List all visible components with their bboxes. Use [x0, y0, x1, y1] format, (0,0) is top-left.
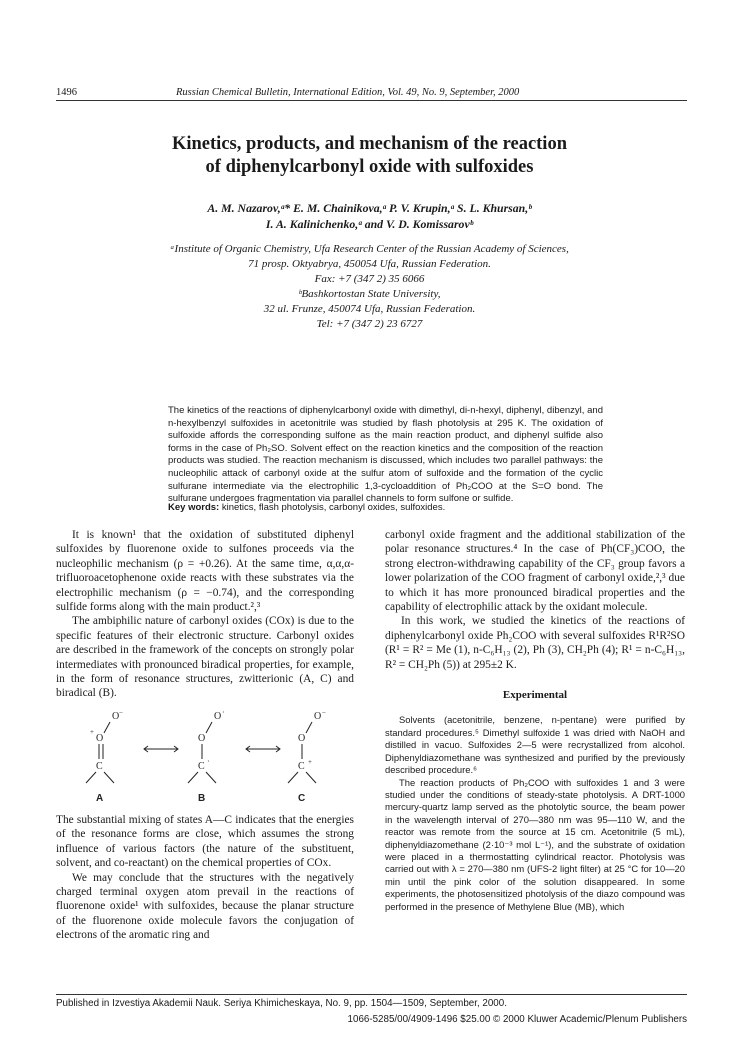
affiliation-line: ᵃInstitute of Organic Chemistry, Ufa Research Center of the Russian Academy of Sciences,: [170, 243, 569, 255]
title-line-1: Kinetics, products, and mechanism of the reaction: [171, 134, 567, 154]
svg-text:C: C: [96, 760, 103, 772]
right-column: [385, 528, 685, 913]
affiliation-line: ᵇBashkortostan State University,: [298, 288, 441, 300]
abstract: The kinetics of the reactions of diphenylcarbonyl oxide with dimethyl, di-n-hexyl, diphenyl, dibenzyl, and n-hexylbenzyl sulfoxides in acetonitrile was studied by flash photolysis at 295 K. The oxidation of sulfoxide affords the corresponding sulfone as the main reaction product, and diphenyl sulfide also forms in the case of Ph₂SO. Solvent effect on the reaction kinetics and the composition of the reaction products was studied. The reaction mechanism is discussed, which includes two parallel pathways: the nucleophilic attack of carbonyl oxide at the sulfur atom of sulfoxide and the formation of the cyclic sulfurane intermediate via the electrophilic 1,3-cycloaddition of Ph₂COO at the S=O bond. The sulfurane undergoes fragmentation via parallel channels to form sulfone or sulfide.: [168, 405, 603, 505]
structure-label-a: A: [96, 792, 104, 804]
affiliation-line: Tel: +7 (347 2) 23 6727: [316, 318, 423, 330]
authors: [70, 200, 669, 232]
svg-text:O: O: [198, 732, 206, 744]
authors-line-2: I. A. Kalinichenko,ᵃ and V. D. Komissarovᵇ: [265, 217, 474, 231]
svg-text:−: −: [322, 708, 326, 717]
paragraph: The substantial mixing of states A—C indicates that the energies of the resonance forms are close, which assumes the strong influence of various factors (the nature of the substituent, solvent, and co-reactant) on the chemical properties of COx.: [56, 813, 354, 870]
paragraph: carbonyl oxide fragment and the additional stabilization of the polar resonance structures.⁴ In the case of Ph(CF₃)COO, the strong electron-withdrawing capability of the CF₃ group favors a lower polarization of the COO fragment of carbonyl oxide,²,³ due to which it has more pronounced biradical properties and the capability of electrophilic attack by the oxidant molecule.: [385, 529, 685, 614]
authors-line-1: A. M. Nazarov,ᵃ* E. M. Chainikova,ᵃ P. V. Krupin,ᵃ S. L. Khursan,ᵇ: [207, 201, 532, 215]
footer-divider: [56, 994, 687, 995]
affiliations: [70, 242, 669, 332]
experimental-text: [385, 714, 685, 913]
structure-a: [86, 709, 123, 783]
svg-text:C: C: [198, 760, 205, 772]
svg-text:+: +: [308, 757, 312, 766]
title-line-2: of diphenylcarbonyl oxide with sulfoxides: [205, 157, 534, 177]
svg-text:O: O: [298, 732, 306, 744]
keywords-list: kinetics, flash photolysis, carbonyl oxides, sulfoxides.: [221, 502, 446, 513]
structure-label-b: B: [198, 792, 206, 804]
svg-text:·: ·: [207, 756, 210, 766]
running-head: [56, 87, 687, 101]
article-title: [70, 133, 669, 179]
structure-b: [188, 709, 225, 783]
affiliation-line: Fax: +7 (347 2) 35 6066: [314, 273, 425, 285]
svg-text:−: −: [119, 708, 123, 717]
structure-c: [288, 709, 326, 783]
svg-text:O: O: [214, 710, 222, 722]
resonance-structures: [56, 709, 354, 805]
keywords-label: Key words:: [168, 502, 220, 513]
page-number: 1496: [56, 87, 77, 98]
paragraph: Solvents (acetonitrile, benzene, n-pentane) were purified by standard procedures.⁵ Dimethyl sulfoxide 1 was dried with NaOH and distilled in vacuo. Sulfoxides 2—5 were recrystallized from alcohol. Diphenyldiazomethane was synthesized and purified by the previously described procedure.⁶: [385, 714, 685, 776]
resonance-structures-drawing: [56, 709, 354, 805]
affiliation-line: 71 prosp. Oktyabrya, 450054 Ufa, Russian Federation.: [248, 258, 491, 270]
copyright-line: 1066-5285/00/4909-1496 $25.00 © 2000 Kluwer Academic/Plenum Publishers: [347, 1014, 687, 1025]
structure-label-c: C: [298, 792, 306, 804]
paragraph: The reaction products of Ph₂COO with sulfoxides 1 and 3 were studied under the conditions of steady-state photolysis. A DRT-1000 mercury-quartz lamp served as the photolytic source, the beam power in the wavelength interval of 270—380 nm was 95—110 W, and the reactor was remote from the source at 15 cm. Acetonitrile (5 mL), diphenyldiazomethane (2·10⁻³ mol L⁻¹), and the substrate of oxidation were placed in a thermostatting cylindrical reactor. Photolysis was carried out with λ = 270—380 nm (UFS-2 light filter) at 25 °C for 10—20 min until the pink color of the solution disappeared. In some experiments, the photosensitized photolysis of the diazo compound was performed in the presence of Methylene Blue (MB), which: [385, 776, 685, 912]
keywords: [168, 502, 603, 513]
affiliation-line: 32 ul. Frunze, 450074 Ufa, Russian Federation.: [263, 303, 476, 315]
paragraph: We may conclude that the structures with the negatively charged terminal oxygen atom prevail in the reactions of fluorenone oxide¹ with sulfoxides, because the planar structure of the fluorenone oxide molecule favors the conjugation of electrons of the aromatic ring and: [56, 871, 354, 942]
paragraph: The ambiphilic nature of carbonyl oxides (COx) is due to the specific features of their electronic structure. Carbonyl oxides are described in the framework of the concepts on strongly polar intermediates with pronounced biradical properties, for example, in the form of resonance structures, zwitterionic (A, C) and biradical (B).: [56, 615, 354, 700]
paragraph: In this work, we studied the kinetics of the reactions of diphenylcarbonyl oxide Ph₂COO with several sulfoxides R¹R²SO (R¹ = R² = Me (1), n-C₆H₁₃ (2), Ph (3), CH₂Ph (4); R¹ = n-C₆H₁₃, R² = CH₂Ph (5)) at 295±2 K.: [385, 615, 685, 671]
left-column: [56, 528, 354, 943]
paragraph: It is known¹ that the oxidation of substituted diphenyl sulfoxides by fluorenone oxide to sulfones proceeds via the nucleophilic mechanism (ρ = +0.26). At the same time, α,α,α-trifluoroacetophenone oxide reacts with these substrates via the electrophilic mechanism (ρ = −0.74), and the corresponding sulfide forms along with the main product.²,³: [56, 529, 354, 614]
svg-text:+: +: [90, 727, 94, 736]
publication-note: Published in Izvestiya Akademii Nauk. Seriya Khimicheskaya, No. 9, pp. 1504—1509, September, 2000.: [56, 998, 507, 1009]
svg-text:C: C: [298, 760, 305, 772]
svg-text:O: O: [96, 732, 104, 744]
section-heading-experimental: Experimental: [502, 689, 568, 702]
journal-citation: Russian Chemical Bulletin, International Edition, Vol. 49, No. 9, September, 2000: [176, 87, 520, 98]
svg-text:·: ·: [222, 708, 225, 717]
svg-text:O: O: [112, 710, 120, 722]
svg-text:O: O: [314, 710, 322, 722]
